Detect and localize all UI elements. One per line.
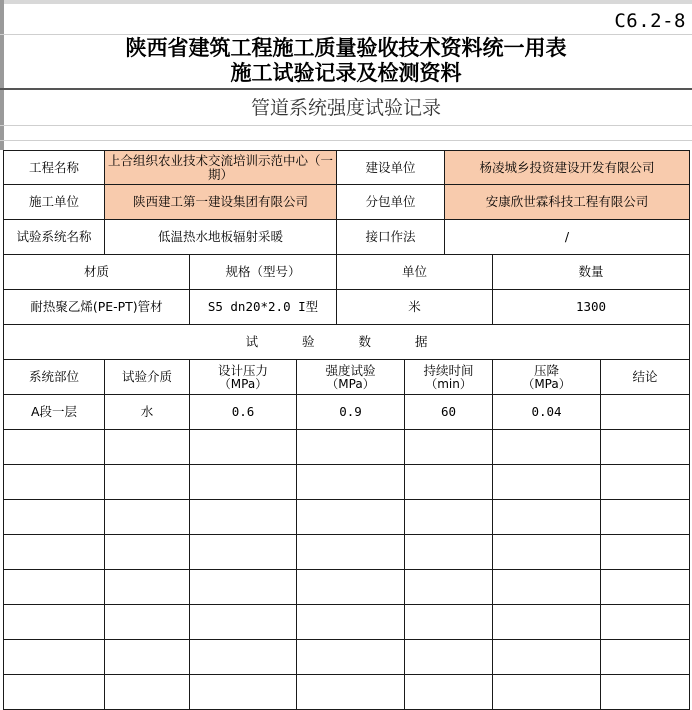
empty-cell[interactable] xyxy=(190,500,297,535)
empty-cell[interactable] xyxy=(105,535,190,570)
empty-cell[interactable] xyxy=(493,640,601,675)
unit-label: 单位 xyxy=(337,255,493,290)
cell-medium[interactable]: 水 xyxy=(105,395,190,430)
empty-cell[interactable] xyxy=(190,640,297,675)
empty-cell[interactable] xyxy=(405,535,493,570)
empty-cell[interactable] xyxy=(4,605,105,640)
empty-cell[interactable] xyxy=(405,570,493,605)
empty-cell[interactable] xyxy=(601,465,690,500)
empty-row xyxy=(4,570,690,605)
col-strength-test xyxy=(297,360,405,395)
system-value[interactable]: 低温热水地板辐射采暖 xyxy=(105,220,337,255)
subcontractor-label: 分包单位 xyxy=(337,185,445,220)
record-table xyxy=(3,150,690,710)
empty-cell[interactable] xyxy=(405,640,493,675)
builder-label: 建设单位 xyxy=(337,151,445,185)
empty-cell[interactable] xyxy=(105,640,190,675)
cell-part[interactable]: A段一层 xyxy=(4,395,105,430)
info-row-1 xyxy=(4,151,690,185)
empty-cell[interactable] xyxy=(493,675,601,710)
empty-row xyxy=(4,500,690,535)
title-divider xyxy=(0,88,692,90)
empty-cell[interactable] xyxy=(601,500,690,535)
contractor-value[interactable]: 陕西建工第一建设集团有限公司 xyxy=(105,185,337,220)
col-medium: 试验介质 xyxy=(105,360,190,395)
empty-cell[interactable] xyxy=(297,605,405,640)
empty-cell[interactable] xyxy=(190,430,297,465)
empty-cell[interactable] xyxy=(405,465,493,500)
form-title: 管道系统强度试验记录 xyxy=(250,97,441,119)
divider xyxy=(0,140,692,141)
material-label: 材质 xyxy=(4,255,190,290)
empty-cell[interactable] xyxy=(493,570,601,605)
empty-cell[interactable] xyxy=(190,465,297,500)
empty-cell[interactable] xyxy=(297,535,405,570)
empty-cell[interactable] xyxy=(493,535,601,570)
col-design-pressure-title: 设计压力 xyxy=(217,363,268,378)
col-pressure-drop xyxy=(493,360,601,395)
system-label: 试验系统名称 xyxy=(4,220,105,255)
empty-cell[interactable] xyxy=(297,430,405,465)
qty-value[interactable]: 1300 xyxy=(493,290,690,325)
empty-cell[interactable] xyxy=(601,640,690,675)
contractor-label: 施工单位 xyxy=(4,185,105,220)
material-value[interactable]: 耐热聚乙烯(PE-PT)管材 xyxy=(4,290,190,325)
test-data-header-row xyxy=(4,325,690,360)
empty-cell[interactable] xyxy=(4,500,105,535)
empty-row xyxy=(4,430,690,465)
empty-cell[interactable] xyxy=(493,430,601,465)
col-duration-unit: （min） xyxy=(425,377,472,391)
empty-row xyxy=(4,465,690,500)
cell-strength-test[interactable]: 0.9 xyxy=(297,395,405,430)
empty-row xyxy=(4,605,690,640)
info-row-3 xyxy=(4,220,690,255)
empty-cell[interactable] xyxy=(297,675,405,710)
empty-cell[interactable] xyxy=(601,605,690,640)
spec-label: 规格（型号） xyxy=(190,255,337,290)
empty-cell[interactable] xyxy=(190,570,297,605)
spec-value[interactable]: S5 dn20*2.0 I型 xyxy=(190,290,337,325)
empty-cell[interactable] xyxy=(601,430,690,465)
empty-cell[interactable] xyxy=(601,675,690,710)
material-row xyxy=(4,290,690,325)
divider xyxy=(0,125,692,126)
empty-cell[interactable] xyxy=(190,605,297,640)
col-conclusion: 结论 xyxy=(601,360,690,395)
builder-value[interactable]: 杨凌城乡投资建设开发有限公司 xyxy=(445,151,690,185)
empty-cell[interactable] xyxy=(4,640,105,675)
empty-cell[interactable] xyxy=(105,465,190,500)
empty-row xyxy=(4,535,690,570)
title-line-2: 施工试验记录及检测资料 xyxy=(230,61,462,85)
test-columns-row xyxy=(4,360,690,395)
col-design-pressure-unit: （MPa） xyxy=(218,377,268,391)
top-border xyxy=(0,0,692,4)
cell-design-pressure[interactable]: 0.6 xyxy=(190,395,297,430)
empty-cell[interactable] xyxy=(4,675,105,710)
divider xyxy=(0,34,692,35)
empty-cell[interactable] xyxy=(190,535,297,570)
empty-cell[interactable] xyxy=(405,675,493,710)
empty-cell[interactable] xyxy=(297,500,405,535)
empty-row xyxy=(4,675,690,710)
empty-cell[interactable] xyxy=(297,465,405,500)
empty-cell[interactable] xyxy=(493,605,601,640)
col-pressure-drop-title: 压降 xyxy=(534,363,560,378)
empty-cell[interactable] xyxy=(601,535,690,570)
col-strength-test-unit: （MPa） xyxy=(326,377,375,391)
empty-cell[interactable] xyxy=(105,570,190,605)
test-data-header: 试 验 数 据 xyxy=(4,325,690,360)
test-row xyxy=(4,395,690,430)
qty-label: 数量 xyxy=(493,255,690,290)
doc-code: C6.2-8 xyxy=(614,10,686,32)
cell-pressure-drop[interactable]: 0.04 xyxy=(493,395,601,430)
empty-cell[interactable] xyxy=(105,500,190,535)
empty-cell[interactable] xyxy=(297,570,405,605)
joint-label: 接口作法 xyxy=(337,220,445,255)
empty-cell[interactable] xyxy=(4,535,105,570)
col-pressure-drop-unit: （MPa） xyxy=(522,377,571,391)
project-name-label: 工程名称 xyxy=(4,151,105,185)
empty-cell[interactable] xyxy=(4,430,105,465)
empty-cell[interactable] xyxy=(493,465,601,500)
empty-cell[interactable] xyxy=(4,570,105,605)
unit-value[interactable]: 米 xyxy=(337,290,493,325)
empty-cell[interactable] xyxy=(105,430,190,465)
col-design-pressure xyxy=(190,360,297,395)
empty-cell[interactable] xyxy=(105,675,190,710)
empty-cell[interactable] xyxy=(405,500,493,535)
info-row-2 xyxy=(4,185,690,220)
material-header-row xyxy=(4,255,690,290)
empty-cell[interactable] xyxy=(297,640,405,675)
empty-cell[interactable] xyxy=(405,605,493,640)
title-line-1: 陕西省建筑工程施工质量验收技术资料统一用表 xyxy=(125,36,567,60)
empty-cell[interactable] xyxy=(190,675,297,710)
empty-cell[interactable] xyxy=(105,605,190,640)
col-strength-test-title: 强度试验 xyxy=(325,363,376,378)
cell-conclusion[interactable] xyxy=(601,395,690,430)
empty-cell[interactable] xyxy=(493,500,601,535)
empty-cell[interactable] xyxy=(405,430,493,465)
empty-cell[interactable] xyxy=(4,465,105,500)
col-duration-title: 持续时间 xyxy=(423,363,474,378)
col-part: 系统部位 xyxy=(4,360,105,395)
empty-cell[interactable] xyxy=(601,570,690,605)
cell-duration[interactable]: 60 xyxy=(405,395,493,430)
col-duration xyxy=(405,360,493,395)
joint-value[interactable]: / xyxy=(445,220,690,255)
subcontractor-value[interactable]: 安康欣世霖科技工程有限公司 xyxy=(445,185,690,220)
empty-row xyxy=(4,640,690,675)
project-name-value[interactable]: 上合组织农业技术交流培训示范中心（一期） xyxy=(105,151,337,185)
